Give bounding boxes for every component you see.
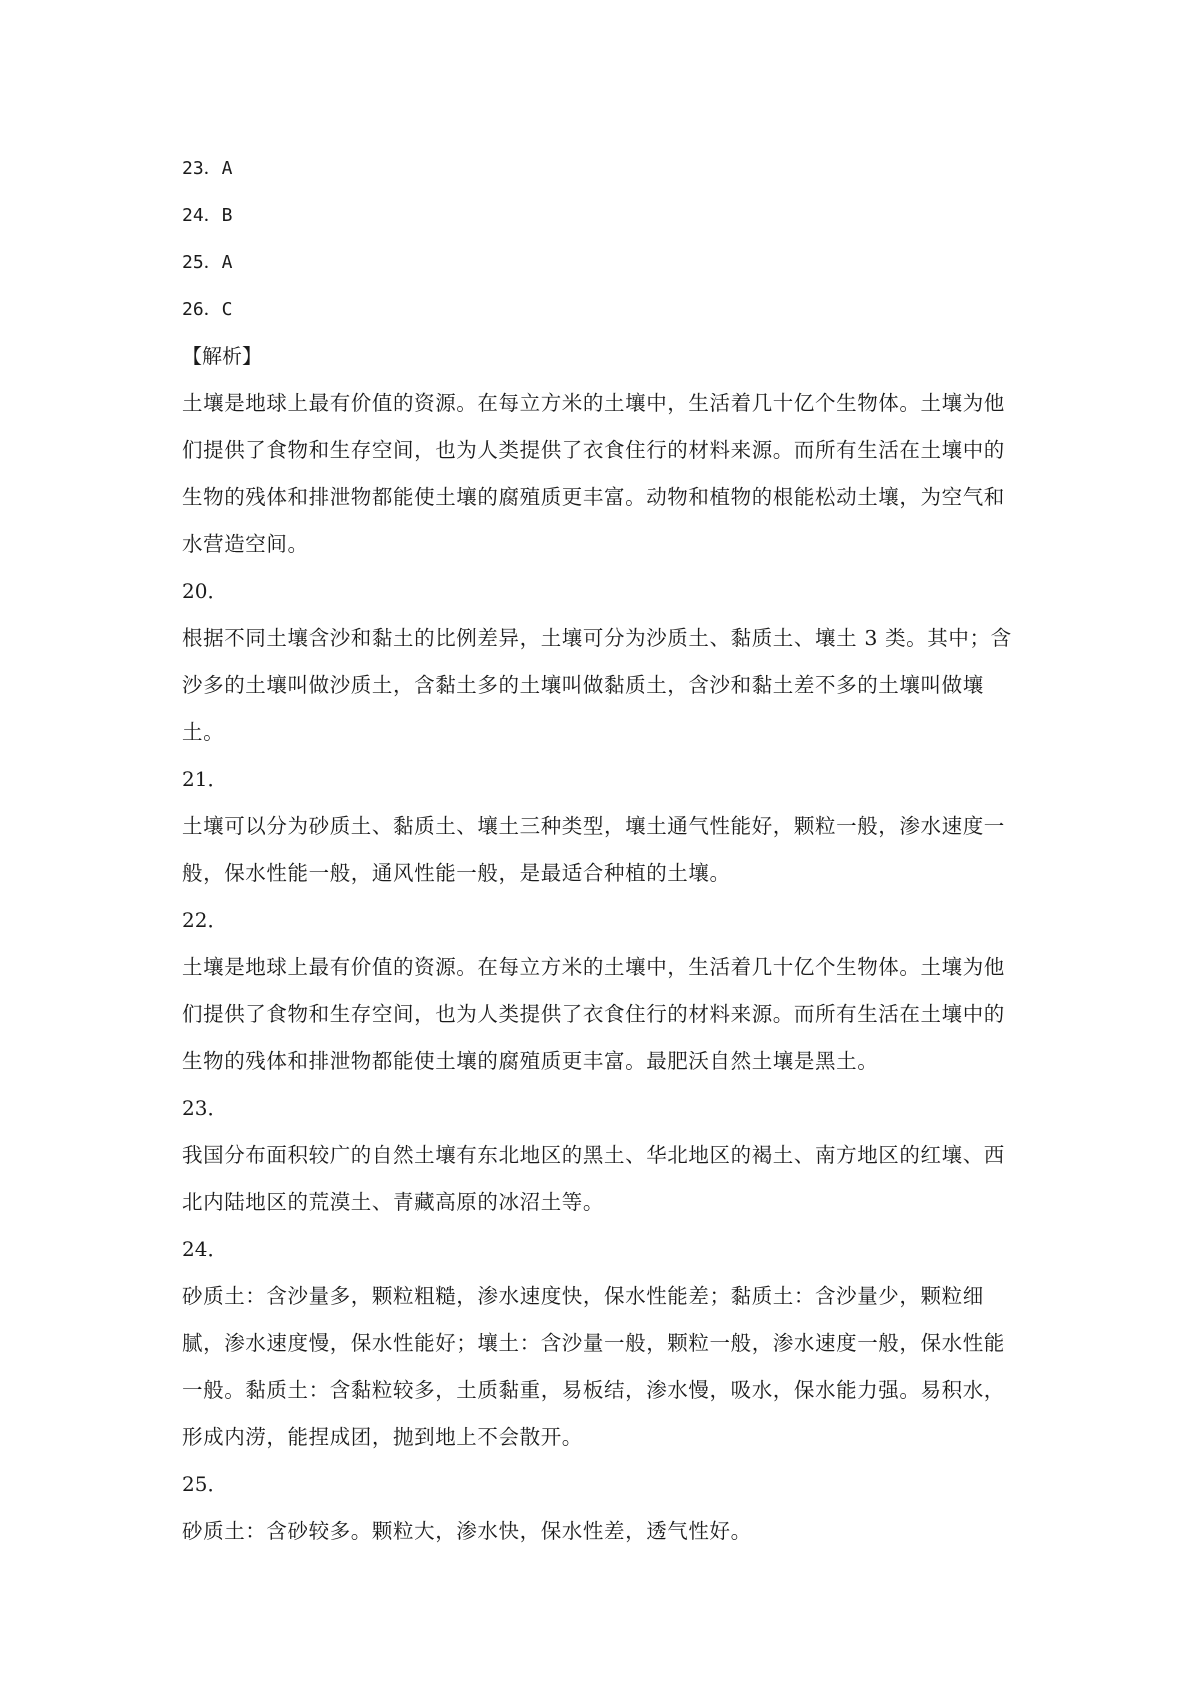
paragraph-line: 沙多的土壤叫做沙质土，含黏土多的土壤叫做黏质土，含沙和黏土差不多的土壤叫做壤 xyxy=(182,673,984,697)
answer-26: 26．C xyxy=(182,299,233,320)
paragraph-line: 北内陆地区的荒漠土、青藏高原的冰沼土等。 xyxy=(182,1190,604,1214)
paragraph-line: 们提供了食物和生存空间，也为人类提供了衣食住行的材料来源。而所有生活在土壤中的 xyxy=(182,438,1005,462)
document-page xyxy=(182,145,1012,1555)
answer-25: 25．A xyxy=(182,252,233,273)
paragraph-line: 腻，渗水速度慢，保水性能好；壤土：含沙量一般，颗粒一般，渗水速度一般，保水性能 xyxy=(182,1331,1005,1355)
question-number-20: 20． xyxy=(182,579,228,603)
analysis-heading: 【解析】 xyxy=(182,344,262,368)
explanation-24 xyxy=(182,1273,1012,1461)
paragraph-line: 土壤是地球上最有价值的资源。在每立方米的土壤中，生活着几十亿个生物体。土壤为他 xyxy=(182,391,1005,415)
question-number-23: 23． xyxy=(182,1096,228,1120)
paragraph-line: 形成内涝，能捏成团，抛到地上不会散开。 xyxy=(182,1425,583,1449)
paragraph-line: 根据不同土壤含沙和黏土的比例差异，土壤可分为沙质土、黏质土、壤土 3 类。其中；含 xyxy=(182,626,1012,650)
paragraph-line: 砂质土：含沙量多，颗粒粗糙，渗水速度快，保水性能差；黏质土：含沙量少，颗粒细 xyxy=(182,1284,984,1308)
paragraph-line: 我国分布面积较广的自然土壤有东北地区的黑土、华北地区的褐土、南方地区的红壤、西 xyxy=(182,1143,1005,1167)
answer-23: 23．A xyxy=(182,158,233,179)
question-number-24: 24． xyxy=(182,1237,228,1261)
explanation-25 xyxy=(182,1508,1012,1555)
explanation-22 xyxy=(182,944,1012,1085)
explanation-21 xyxy=(182,803,1012,897)
question-number-25: 25． xyxy=(182,1472,228,1496)
question-number-22: 22． xyxy=(182,908,228,932)
paragraph-line: 水营造空间。 xyxy=(182,532,309,556)
paragraph-line: 生物的残体和排泄物都能使土壤的腐殖质更丰富。动物和植物的根能松动土壤，为空气和 xyxy=(182,485,1005,509)
analysis-intro-paragraph xyxy=(182,380,1012,568)
paragraph-line: 生物的残体和排泄物都能使土壤的腐殖质更丰富。最肥沃自然土壤是黑土。 xyxy=(182,1049,879,1073)
paragraph-line: 土壤可以分为砂质土、黏质土、壤土三种类型，壤土通气性能好，颗粒一般，渗水速度一 xyxy=(182,814,1005,838)
answer-24: 24．B xyxy=(182,205,233,226)
explanation-20 xyxy=(182,615,1012,756)
paragraph-line: 土壤是地球上最有价值的资源。在每立方米的土壤中，生活着几十亿个生物体。土壤为他 xyxy=(182,955,1005,979)
paragraph-line: 砂质土：含砂较多。颗粒大，渗水快，保水性差，透气性好。 xyxy=(182,1519,752,1543)
question-number-21: 21． xyxy=(182,767,228,791)
paragraph-line: 般，保水性能一般，通风性能一般，是最适合种植的土壤。 xyxy=(182,861,731,885)
paragraph-line: 们提供了食物和生存空间，也为人类提供了衣食住行的材料来源。而所有生活在土壤中的 xyxy=(182,1002,1005,1026)
paragraph-line: 土。 xyxy=(182,720,225,744)
explanation-23 xyxy=(182,1132,1012,1226)
paragraph-line: 一般。黏质土：含黏粒较多，土质黏重，易板结，渗水慢，吸水，保水能力强。易积水， xyxy=(182,1378,1005,1402)
